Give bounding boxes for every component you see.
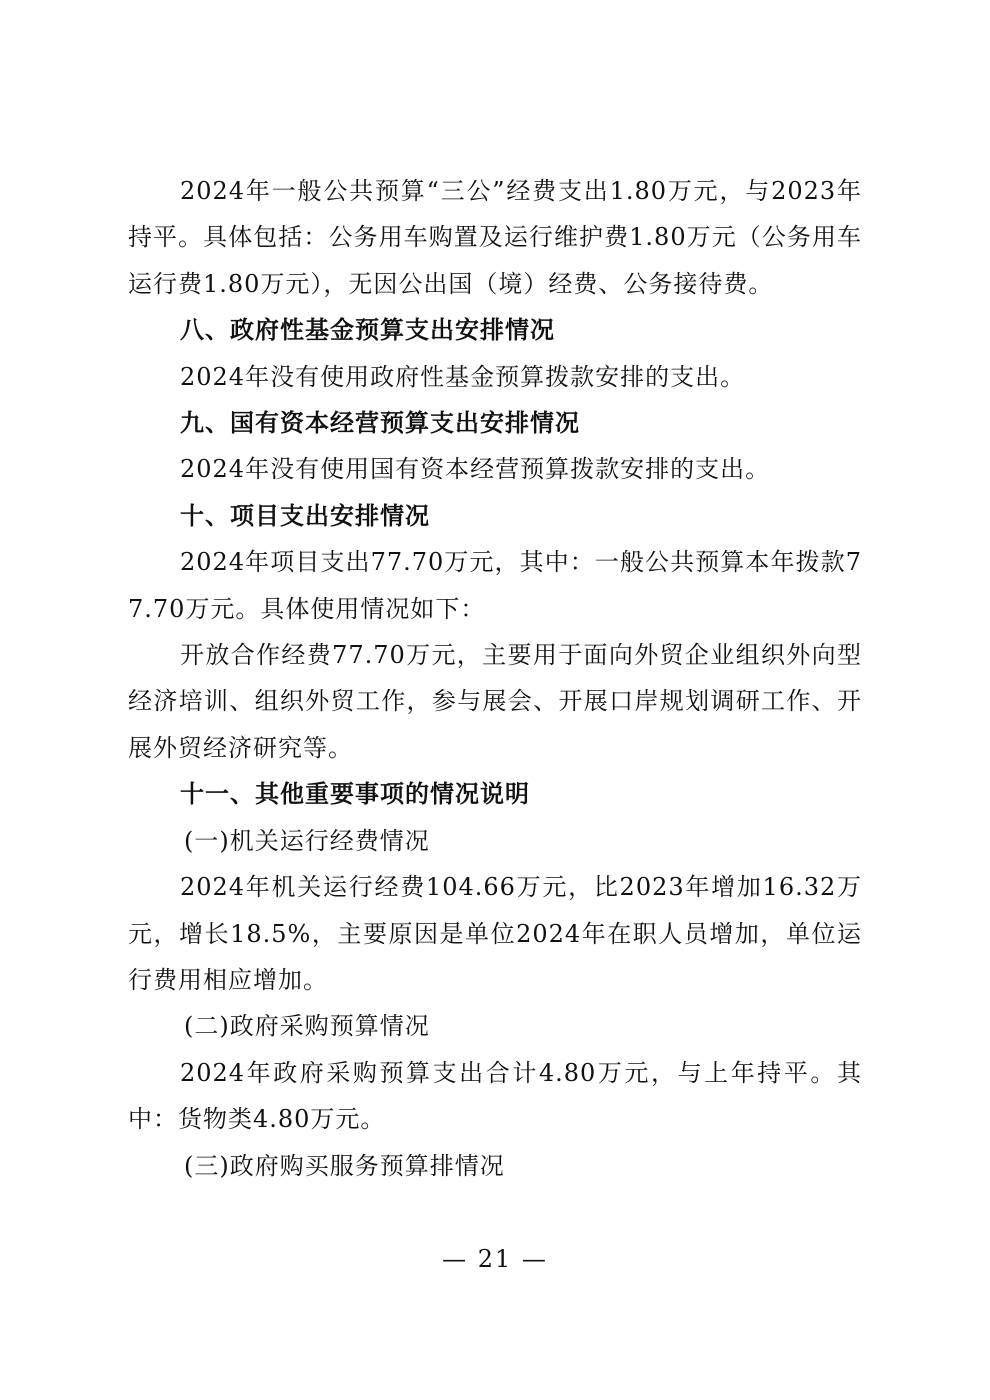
subheading-operating-funds: (一)机关运行经费情况 (184, 826, 430, 855)
paragraph-operating-funds: 2024年机关运行经费104.66万元，比2023年增加16.32万元，增长18.5%，主要原因是单位2024年在职人员增加，单位运行费用相应增加。 (128, 873, 862, 994)
heading-state-capital-budget: 九、国有资本经营预算支出安排情况 (180, 409, 580, 438)
paragraph-open-cooperation-funds: 开放合作经费77.70万元，主要用于面向外贸企业组织外向型经济培训、组织外贸工作，参与展会、开展口岸规划调研工作、开展外贸经济研究等。 (128, 641, 862, 762)
paragraph-government-fund-budget: 2024年没有使用政府性基金预算拨款安排的支出。 (180, 362, 746, 391)
subheading-government-procurement: (二)政府采购预算情况 (184, 1012, 430, 1041)
paragraph-state-capital-budget: 2024年没有使用国有资本经营预算拨款安排的支出。 (180, 455, 771, 484)
subheading-government-purchased-services: (三)政府购买服务预算排情况 (184, 1151, 505, 1180)
page-number: — 21 — (442, 1245, 548, 1273)
heading-other-important-matters: 十一、其他重要事项的情况说明 (180, 780, 530, 809)
paragraph-project-expenditure: 2024年项目支出77.70万元，其中：一般公共预算本年拨款77.70万元。具体使用情况如下： (128, 548, 862, 623)
paragraph-three-public-expenses: 2024年一般公共预算“三公”经费支出1.80万元，与2023年持平。具体包括：公务用车购置及运行维护费1.80万元（公务用车运行费1.80万元），无因公出国（境）经费、公务接待费。 (128, 177, 862, 298)
document-body (128, 168, 862, 1189)
paragraph-government-procurement: 2024年政府采购预算支出合计4.80万元，与上年持平。其中：货物类4.80万元。 (128, 1058, 862, 1134)
heading-project-expenditure: 十、项目支出安排情况 (180, 501, 430, 530)
heading-government-fund-budget: 八、政府性基金预算支出安排情况 (180, 316, 555, 345)
